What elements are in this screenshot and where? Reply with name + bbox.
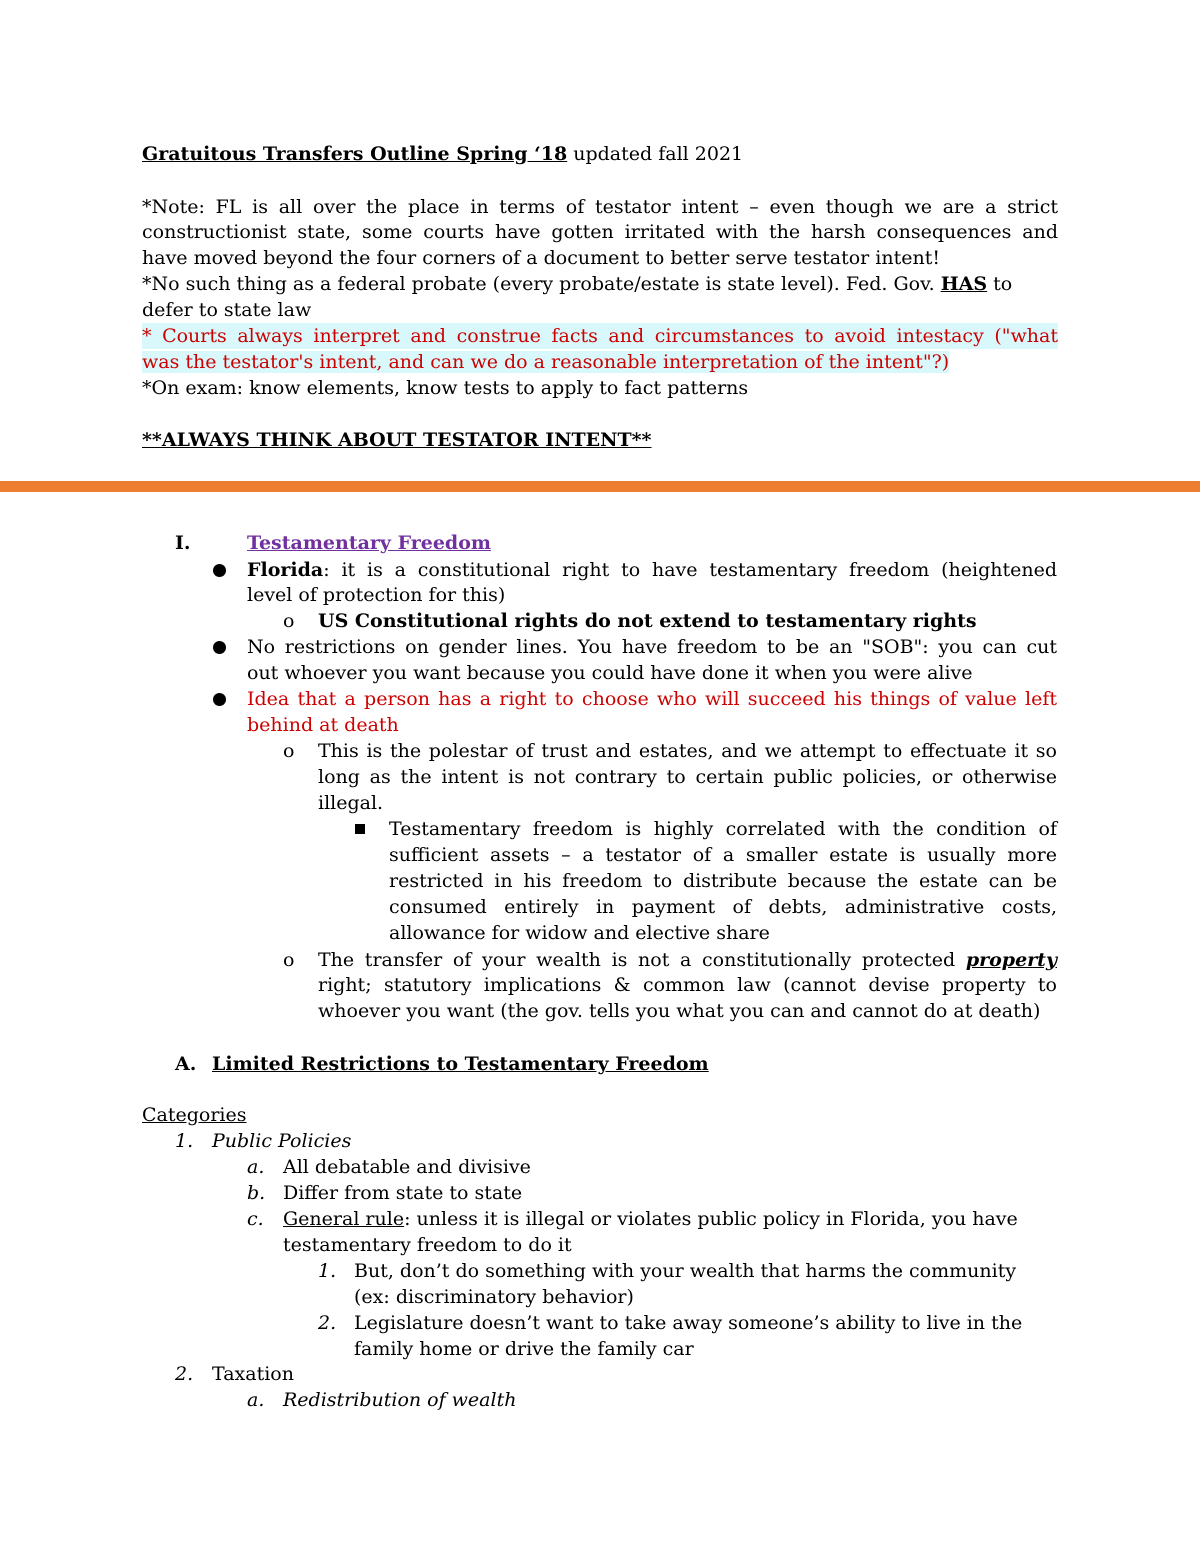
section-numeral: I. <box>175 532 191 554</box>
note-line: constructionist state, some courts have gotten irritated with the harsh consequences and <box>142 221 1058 243</box>
list-number: 2. <box>318 1312 337 1334</box>
sub-bullet-line: This is the polestar of trust and estates, and we attempt to effectuate it so <box>318 740 1057 762</box>
sub-bullet-text: US Constitutional rights do not extend to testamentary rights <box>318 610 977 632</box>
list-item: Differ from state to state <box>283 1182 523 1204</box>
note-line: defer to state law <box>142 299 312 321</box>
note-highlight-line: * Courts always interpret and construe facts and circumstances to avoid intestacy ("what <box>142 325 1058 347</box>
always-heading: **ALWAYS THINK ABOUT TESTATOR INTENT** <box>142 429 652 451</box>
note-text: *No such thing as a federal probate (every probate/estate is state level). Fed. Gov. <box>142 273 935 295</box>
sub-bullet-line: illegal. <box>318 792 384 814</box>
list-letter: c. <box>247 1208 264 1230</box>
square-bullet-line: Testamentary freedom is highly correlated with the condition of <box>389 818 1057 840</box>
note-emphasis: HAS <box>940 273 988 295</box>
sub-bullet-line: long as the intent is not contrary to certain public policies, or otherwise <box>318 766 1057 788</box>
note-line: have moved beyond the four corners of a document to better serve testator intent! <box>142 247 941 269</box>
list-number: 2. <box>175 1363 194 1385</box>
note-line: *On exam: know elements, know tests to apply to fact patterns <box>142 377 749 399</box>
list-letter: a. <box>247 1156 265 1178</box>
document-title <box>142 141 743 167</box>
bullet-dot-icon <box>213 641 226 654</box>
list-item: All debatable and divisive <box>283 1156 531 1178</box>
title-suffix: updated fall 2021 <box>567 143 744 165</box>
square-bullet-line: consumed entirely in payment of debts, administrative costs, <box>389 896 1057 918</box>
sub-bullet-line: right; statutory implications & common law (cannot devise property to <box>318 974 1057 996</box>
note-line <box>142 271 1058 297</box>
emphasis-property: property <box>965 949 1057 971</box>
list-item-text: : unless it is illegal or violates public policy in Florida, you have <box>404 1208 1018 1230</box>
list-letter: a. <box>247 1389 265 1411</box>
bullet-line: behind at death <box>247 714 399 736</box>
note-line: *Note: FL is all over the place in terms of testator intent – even though we are a strict <box>142 196 1058 218</box>
bullet-line: out whoever you want because you could have done it when you were alive <box>247 662 973 684</box>
section-heading: Testamentary Freedom <box>247 532 491 554</box>
list-item <box>283 1206 1018 1232</box>
bullet-text: : it is a constitutional right to have testamentary freedom (heightened <box>323 559 1057 581</box>
square-bullet-icon <box>355 824 365 834</box>
square-bullet-line: allowance for widow and elective share <box>389 922 770 944</box>
sub-bullet-line: whoever you want (the gov. tells you what you can and cannot do at death) <box>318 1000 1041 1022</box>
bullet-line: level of protection for this) <box>247 584 506 606</box>
list-letter: b. <box>247 1182 266 1204</box>
categories-label: Categories <box>142 1104 247 1126</box>
sub-bullet-marker: o <box>283 610 295 632</box>
square-bullet-line: restricted in his freedom to distribute because the estate can be <box>389 870 1057 892</box>
section-divider <box>0 481 1200 492</box>
list-item-line: (ex: discriminatory behavior) <box>354 1286 634 1308</box>
sub-bullet-marker: o <box>283 949 295 971</box>
bullet-dot-icon <box>213 564 226 577</box>
list-item: Taxation <box>212 1363 294 1385</box>
section-heading: Limited Restrictions to Testamentary Freedom <box>212 1053 709 1075</box>
sub-bullet-marker: o <box>283 740 295 762</box>
section-letter: A. <box>175 1053 197 1075</box>
bullet-line: Idea that a person has a right to choose who will succeed his things of value left <box>247 688 1057 710</box>
bullet-line: No restrictions on gender lines. You have freedom to be an "SOB": you can cut <box>247 636 1057 658</box>
sub-bullet-text: The transfer of your wealth is not a constitutionally protected <box>318 949 956 971</box>
general-rule-label: General rule <box>283 1208 405 1230</box>
bullet-line <box>247 557 1057 583</box>
note-highlight-text: was the testator's intent, and can we do a reasonable interpretation of the intent"?) <box>142 351 950 373</box>
note-text: to <box>993 273 1013 295</box>
list-number: 1. <box>318 1260 337 1282</box>
sub-bullet-line <box>318 947 1057 973</box>
bullet-bold: Florida <box>247 559 324 581</box>
list-number: 1. <box>175 1130 194 1152</box>
note-highlight-line-wrap <box>142 349 949 375</box>
list-item: Public Policies <box>212 1130 352 1152</box>
list-item: Redistribution of wealth <box>283 1389 517 1411</box>
bullet-dot-icon <box>213 693 226 706</box>
square-bullet-line: sufficient assets – a testator of a smaller estate is usually more <box>389 844 1057 866</box>
title-main: Gratuitous Transfers Outline Spring ‘18 <box>142 143 568 165</box>
list-item-line: family home or drive the family car <box>354 1338 694 1360</box>
list-item: Legislature doesn’t want to take away someone’s ability to live in the <box>354 1312 1023 1334</box>
list-item: But, don’t do something with your wealth that harms the community <box>354 1260 1017 1282</box>
list-item-line: testamentary freedom to do it <box>283 1234 572 1256</box>
